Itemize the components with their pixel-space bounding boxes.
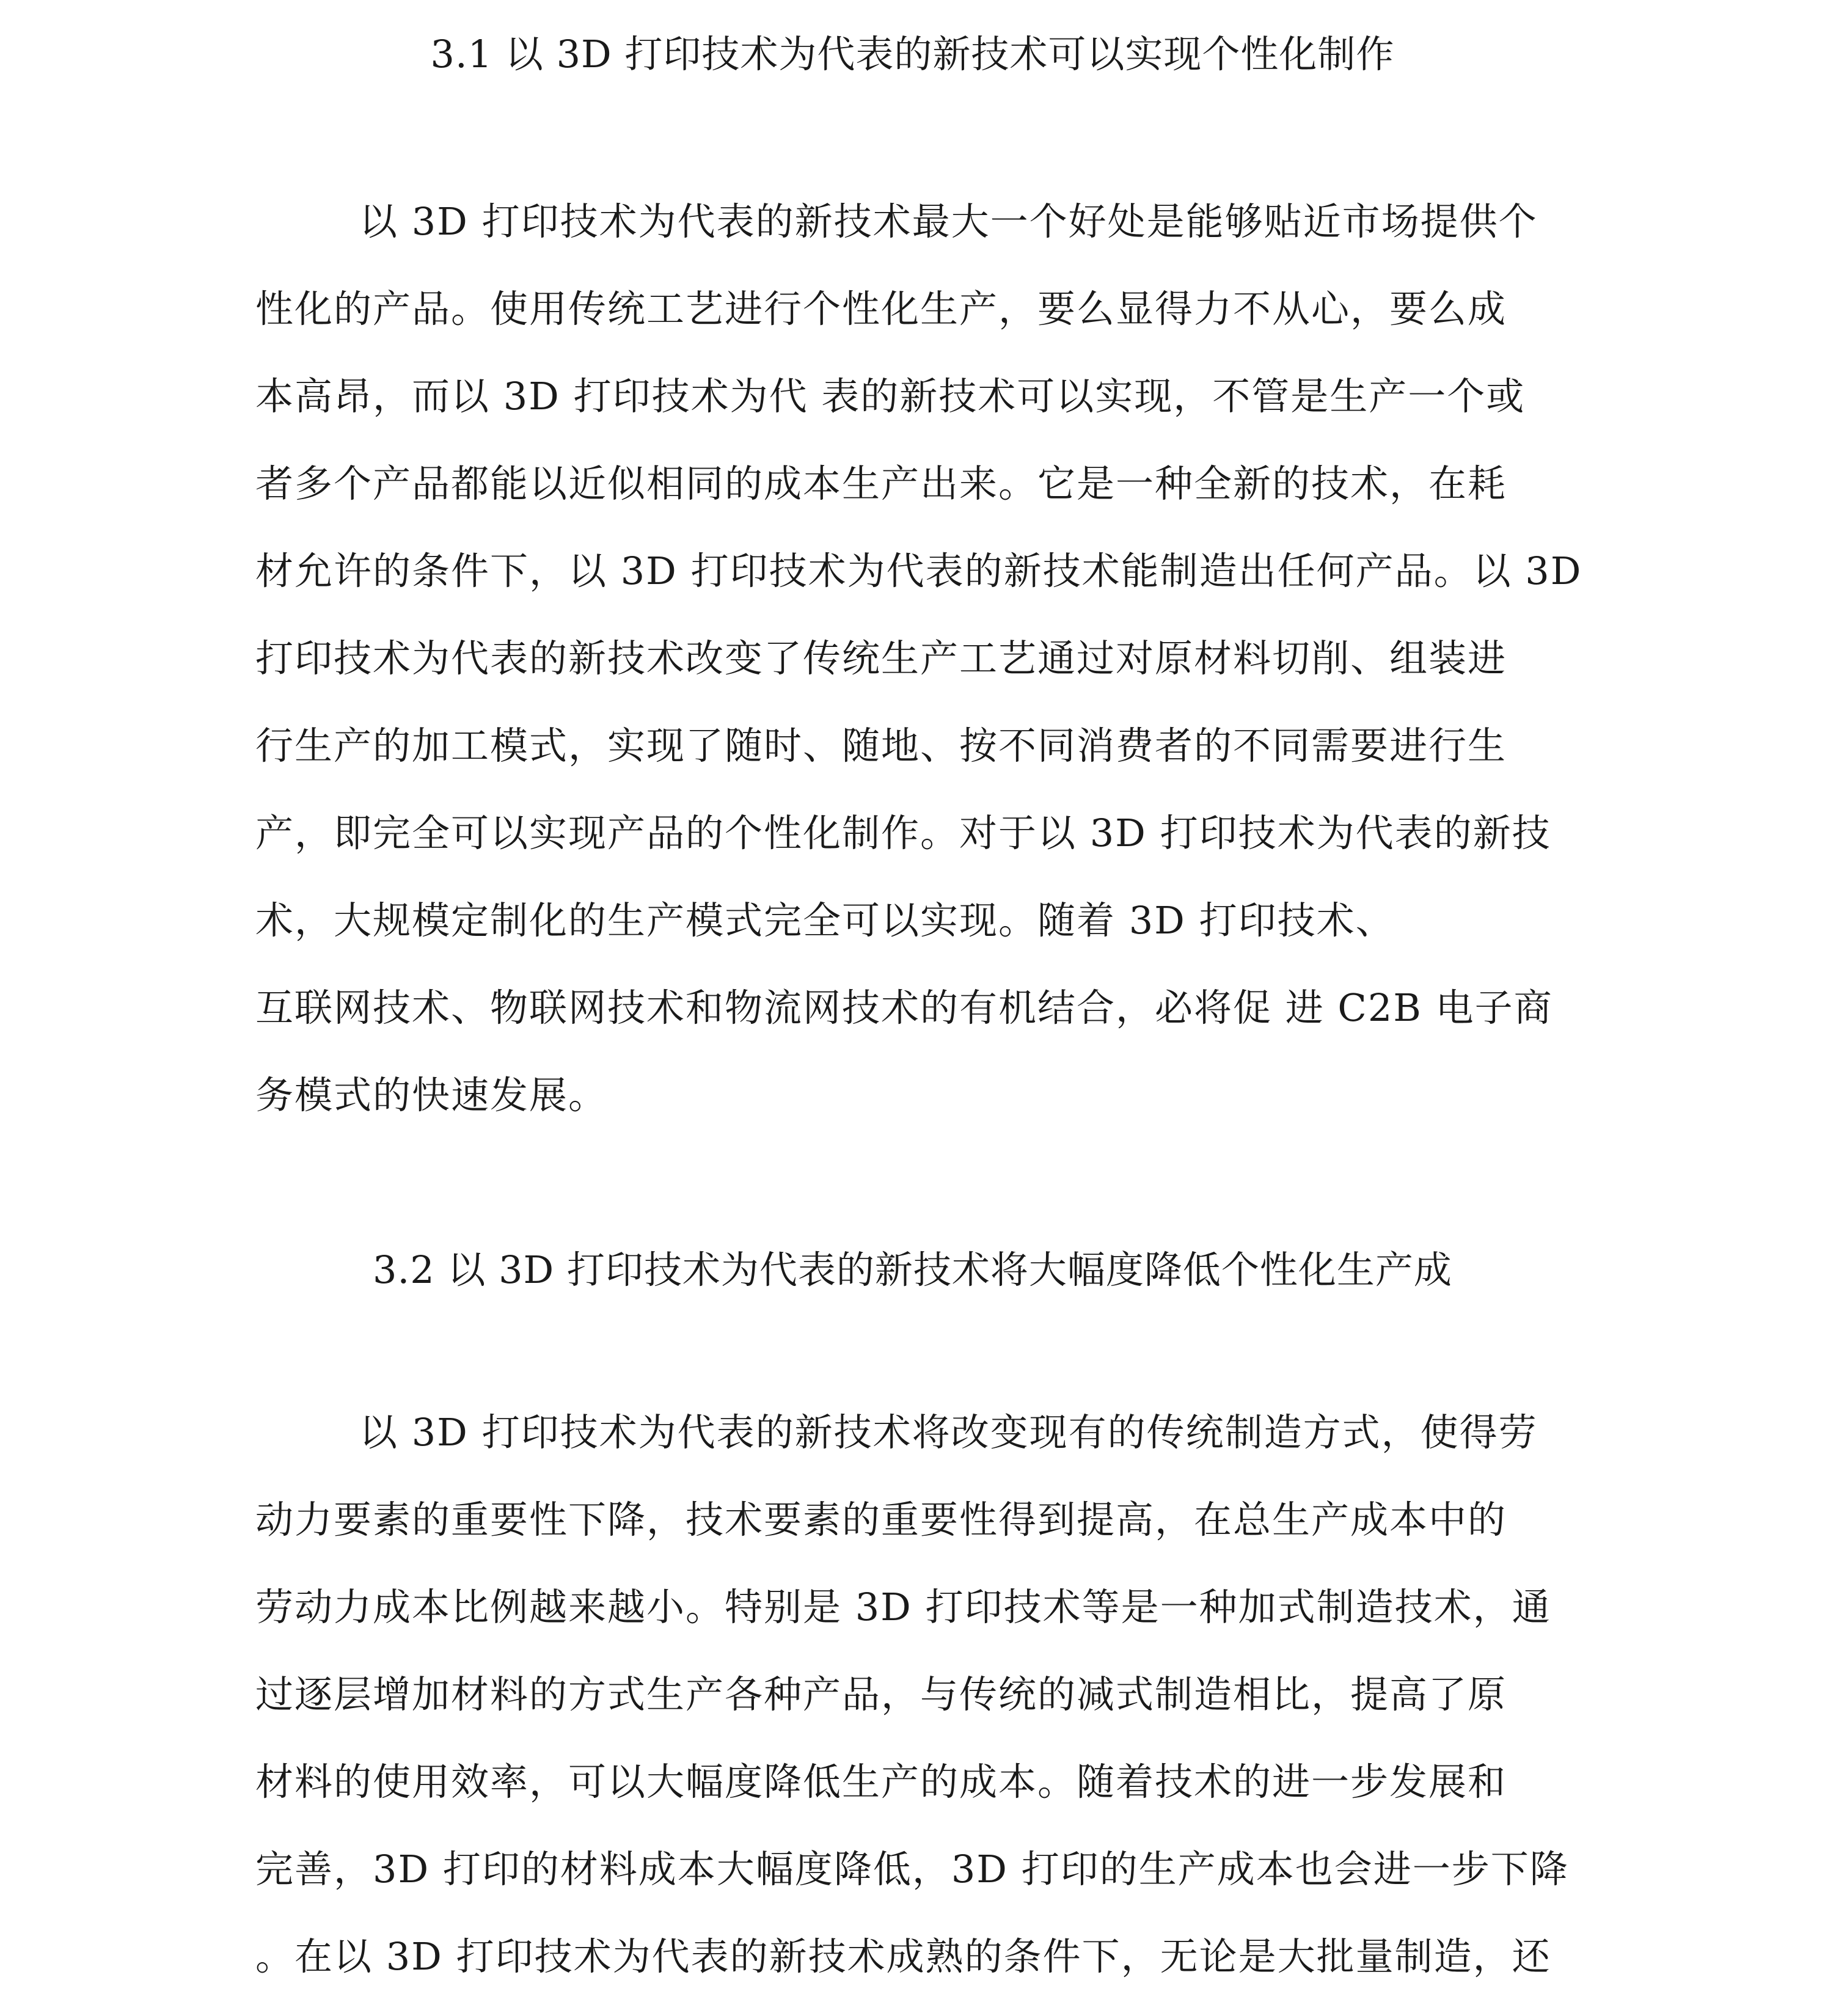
paragraph-line: 产，即完全可以实现产品的个性化制作。对于以 3D 打印技术为代表的新技 [255, 811, 1551, 855]
paragraph-line: 性化的产品。使用传统工艺进行个性化生产，要么显得力不从心，要么成 [255, 287, 1507, 331]
paragraph-line: 者多个产品都能以近似相同的成本生产出来。它是一种全新的技术，在耗 [255, 461, 1507, 506]
paragraph-line: 。在以 3D 打印技术为代表的新技术成熟的条件下，无论是大批量制造，还 [255, 1934, 1551, 1979]
paragraph-line: 材允许的条件下，以 3D 打印技术为代表的新技术能制造出任何产品。以 3D [255, 549, 1582, 593]
paragraph-line: 本高昂，而以 3D 打印技术为代 表的新技术可以实现，不管是生产一个或 [255, 374, 1526, 418]
paragraph-line: 动力要素的重要性下降，技术要素的重要性得到提高，在总生产成本中的 [255, 1497, 1507, 1542]
paragraph-line: 以 3D 打印技术为代表的新技术将改变现有的传统制造方式，使得劳 [359, 1410, 1538, 1455]
section-heading-3-2: 3.2 以 3D 打印技术为代表的新技术将大幅度降低个性化生产成 [373, 1247, 1452, 1292]
paragraph-line: 劳动力成本比例越来越小。特别是 3D 打印技术等是一种加式制造技术，通 [255, 1585, 1551, 1629]
paragraph-line: 过逐层增加材料的方式生产各种产品，与传统的减式制造相比，提高了原 [255, 1672, 1507, 1717]
paragraph-line: 行生产的加工模式，实现了随时、随地、按不同消费者的不同需要进行生 [255, 723, 1507, 768]
paragraph-line: 术，大规模定制化的生产模式完全可以实现。随着 3D 打印技术、 [255, 898, 1395, 943]
paragraph-line: 材料的使用效率，可以大幅度降低生产的成本。随着技术的进一步发展和 [255, 1759, 1507, 1804]
paragraph-line: 互联网技术、物联网技术和物流网技术的有机结合，必将促 进 C2B 电子商 [255, 985, 1553, 1030]
paragraph-line: 以 3D 打印技术为代表的新技术最大一个好处是能够贴近市场提供个 [359, 199, 1538, 244]
section-heading-3-1: 3.1 以 3D 打印技术为代表的新技术可以实现个性化制作 [430, 32, 1395, 76]
paragraph-line: 打印技术为代表的新技术改变了传统生产工艺通过对原材料切削、组装进 [255, 636, 1507, 681]
paragraph-line: 完善，3D 打印的材料成本大幅度降低，3D 打印的生产成本也会进一步下降 [255, 1847, 1569, 1891]
paragraph-line: 务模式的快速发展。 [255, 1073, 608, 1117]
